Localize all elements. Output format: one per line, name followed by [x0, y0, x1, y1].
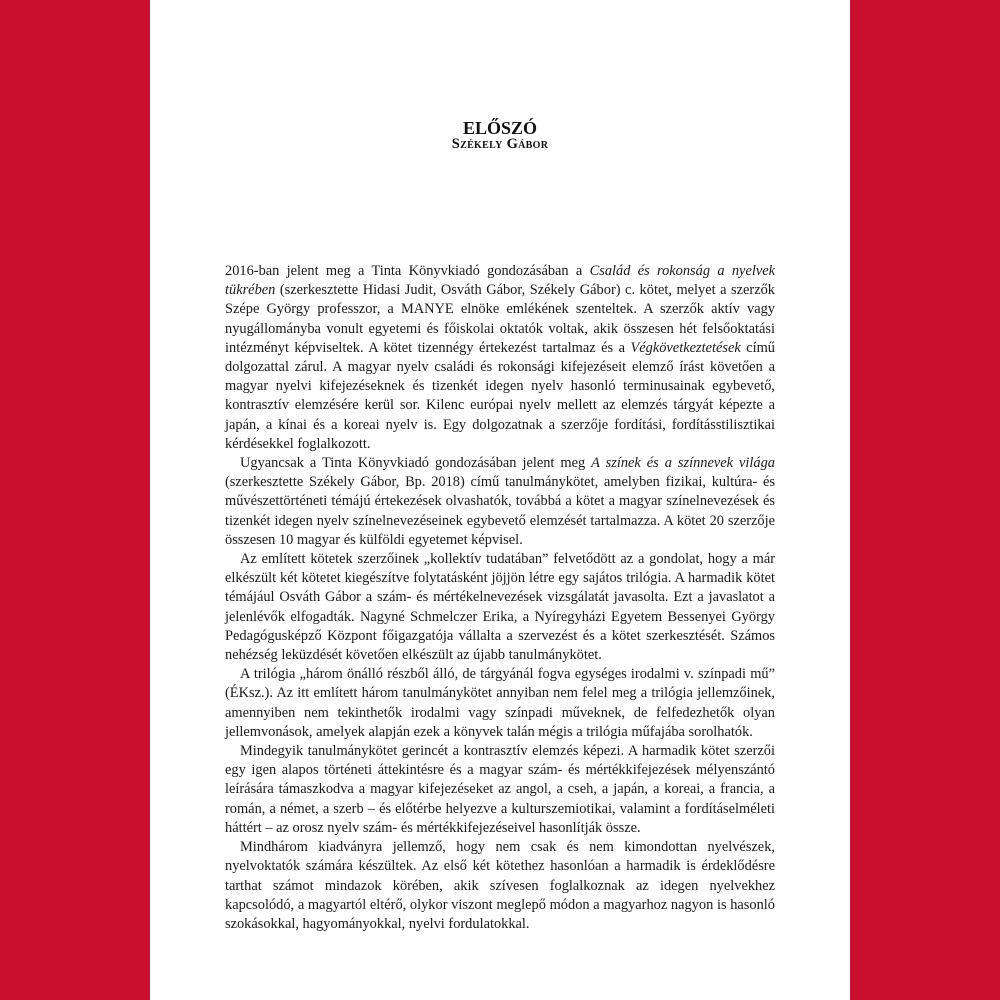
- text-run: Mindegyik tanulmánykötet gerincét a kontrasztív elemzés képezi. A harmadik kötet szerzői egy igen alapos történeti áttekintésre és a magyar szám- és mértékkifejezések mélyenszántó leírására támaszkodva a magyar kifejezéseket az angol, a cseh, a japán, a koreai, a francia, a román, a német, a szerb – és előtérbe helyezve a kulturszemiotikai, valamint a fordításelméleti háttért – az orosz nyelv szám- és mértékkifejezéseivel hasonlítják össze.: [225, 743, 775, 836]
- body-text: [225, 262, 775, 934]
- text-run: Az említett kötetek szerzőinek „kollektív tudatában” felvetődött az a gondolat, hogy a már elkészült két kötetet kiegészítve folytatásként jöjjön létre egy sajátos trilógia. A harmadik kötet témájául Osváth Gábor a szám- és mértékelnevezések vizsgálatát javasolta. Ezt a javaslatot a jelenlévők elfogadták. Nagyné Schmelczer Erika, a Nyíregyházi Egyetem Bessenyei György Pedagógusképző Központ főigazgatója vállalta a szervezést és a kötet szerkesztését. Számos nehézség leküzdését követően elkészült az újabb tanulmánykötet.: [225, 551, 775, 664]
- paragraph: [225, 262, 775, 454]
- book-title: Család és rokonság a nyelvek tükrében: [225, 263, 775, 299]
- paragraph: [225, 665, 775, 742]
- paragraph: [225, 550, 775, 665]
- text-run: 2016-ban jelent meg a Tinta Könyvkiadó gondozásában a: [225, 263, 590, 279]
- text-run: (szerkesztette Hidasi Judit, Osváth Gábor, Székely Gábor) c. kötet, melyet a szerzők Szépe György professzor, a MANYE elnöke emlékének szenteltek. A szerzők aktív vagy nyugállományba vonult egyetemi és főiskolai oktatók voltak, akik összesen hét felsőoktatási intézményt képviseltek. A kötet tizennégy értekezést tartalmaz és a: [225, 282, 775, 356]
- paragraph: [225, 838, 775, 934]
- book-title: A színek és a színnevek világa: [591, 455, 775, 472]
- text-run: című dolgozattal zárul. A magyar nyelv családi és rokonsági kifejezéseit elemző írást követően a magyar nyelvi kifejezéseknek és tizenkét idegen nyelv hasonló terminusainak egybevető, kontrasztív elemzésére kerül sor. Kilenc európai nyelv mellett az elemzés tárgyát képezte a japán, a kínai és a koreai nyelv is. Egy dolgozatnak a szerzője fordítási, fordításstilisztikai kérdésekkel foglalkozott.: [225, 339, 775, 452]
- book-page: [150, 0, 850, 1000]
- text-run: A trilógia „három önálló részből álló, de tárgyánál fogva egységes irodalmi v. színpadi mű” (ÉKsz.). Az itt említett három tanulmánykötet annyiban nem felel meg a trilógia jellemzőinek, amennyiben nem tekinthetők irodalmi vagy színpadi műveknek, de felfedezhetők olyan jellemvonások, amelyek alapján ezek a könyvek talán mégis a trilógia műfajába sorolhatók.: [225, 666, 775, 740]
- page-title: ELŐSZÓ: [462, 118, 538, 138]
- paragraph: [225, 742, 775, 838]
- text-run: Ugyancsak a Tinta Könyvkiadó gondozásában jelent meg: [240, 455, 592, 472]
- text-run: Mindhárom kiadványra jellemző, hogy nem csak és nem kimondottan nyelvészek, nyelvoktatók számára készültek. Az első két kötethez hasonlóan a harmadik is érdeklődésre tarthat számot mindazok körében, akik szívesen foglalkoznak az idegen nyelvekhez kapcsolódó, a magyartól eltérő, olykor viszont meglepő módon a magyarhoz nagyon is hasonló szokásokkal, hagyományokkal, nyelvi fordulatokkal.: [225, 839, 775, 932]
- text-run: (szerkesztette Székely Gábor, Bp. 2018) című tanulmánykötet, amelyben fizikai, kultúra- és művészettörténeti témájú értekezések olvashatók, továbbá a kötet a magyar színelnevezések és tizenkét idegen nyelv színelnevezéseinek egybevető elemzését tartalmazza. A kötet 20 szerzője összesen 10 magyar és külföldi egyetemet képvisel.: [225, 474, 775, 548]
- author-name: Székely Gábor: [451, 136, 549, 152]
- paragraph: [225, 454, 775, 550]
- book-title: Végkövetkeztetések: [630, 339, 741, 356]
